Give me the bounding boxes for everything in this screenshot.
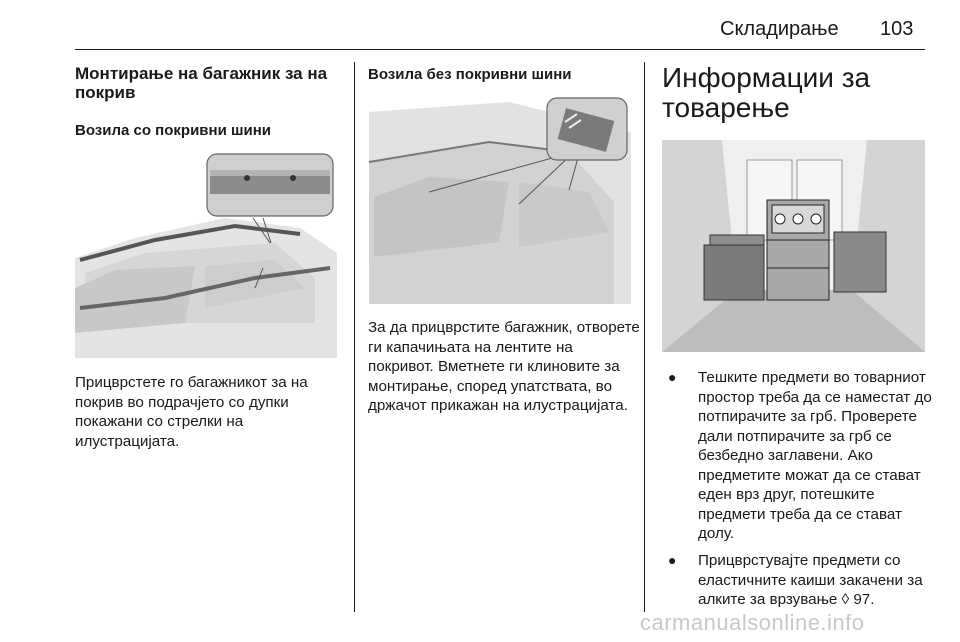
rails-subheading: Возила со покривни шини (75, 122, 271, 139)
section-title: Складирање (720, 18, 839, 40)
no-rails-subheading: Возила без покривни шини (368, 66, 572, 83)
cargo-loading-illustration (662, 140, 925, 352)
roof-without-rails-illustration (369, 92, 631, 304)
list-item: ● Прицврстувајте предмети со еластичните каиши закачени за алките за врзување ◊ 97. (668, 552, 923, 608)
col2-body-text: За да прицврстите багажник, отворете ги капачињата на лентите на покривот. Вметнете ги клиновите за монтирање, според упатствата, во држачот прикажан на илустрацијата. (368, 319, 640, 414)
site-watermark: carmanualsonline.info (640, 610, 865, 635)
page-number: 103 (880, 18, 914, 40)
page-header (0, 0, 960, 52)
bullet-icon: ● (668, 552, 677, 568)
column-divider-1 (354, 62, 355, 612)
col1-body-text: Прицврстете го багажникот за на покрив во подрачјето со дупки покажани со стрелки на илустрацијата. (75, 374, 308, 450)
roof-with-rails-illustration (75, 148, 337, 358)
list-item: ● Тешките предмети во товарниот простор треба да се наместат до потпирачите за грб. Проверете дали потпирачите за грб се безбедно заглавени. Ако предметите можат да се стават еден врз друг, потешките предмети треба да се стават долу. (668, 369, 932, 542)
roof-rack-heading: Монтирање на багажник за на покрив (75, 64, 328, 102)
bullet-icon: ● (668, 369, 677, 385)
loading-info-heading: Информации за товарење (662, 62, 871, 123)
column-divider-2 (644, 62, 645, 612)
header-rule (75, 49, 925, 50)
